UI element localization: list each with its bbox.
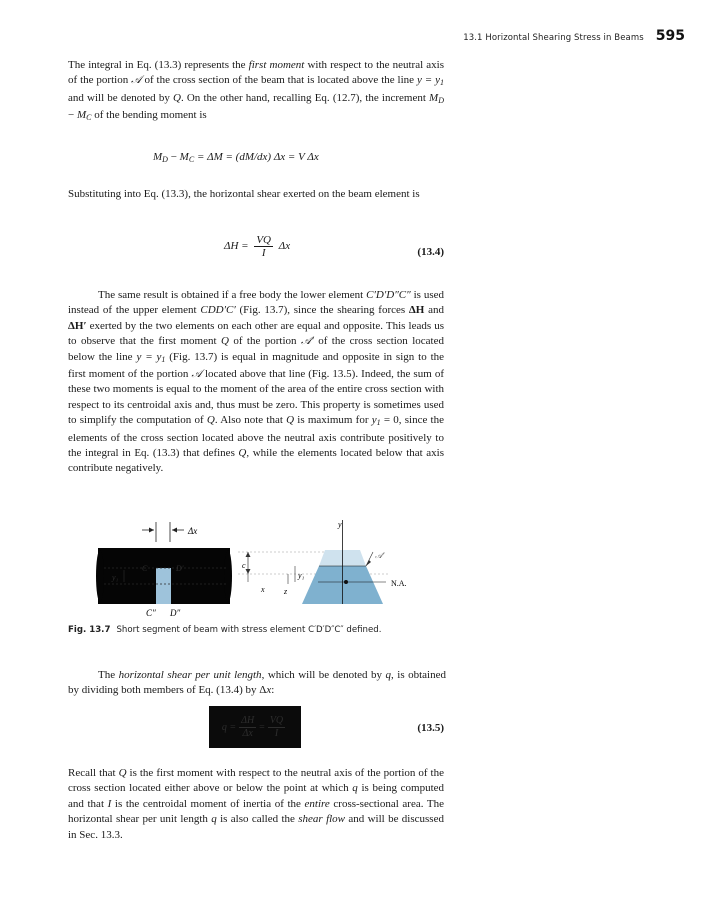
- label-x-axis: x: [261, 585, 265, 594]
- label-y1-left: y₁: [112, 573, 119, 582]
- label-y1-mid: y₁: [298, 571, 305, 580]
- label-d-prime: D′: [176, 564, 184, 573]
- caption-label: Fig. 13.7: [68, 625, 111, 635]
- equation-number-13-5: (13.5): [417, 722, 444, 734]
- stress-element: [156, 568, 171, 604]
- equation-number-13-4: (13.4): [417, 246, 444, 258]
- label-y-axis: y: [338, 520, 342, 529]
- label-d-lower: D″: [170, 608, 181, 618]
- equation-13-5-box: q = $\frac{\Delta H}{\Delta x}$ = $\frac{VQ}{I}$: [209, 706, 301, 748]
- label-c-axis: c: [242, 561, 246, 570]
- equation-bending-increment: $M_D - M_C = \Delta M = (dM/dx) \Delta x = V$ Δx: [153, 151, 319, 164]
- paragraph-shear-per-length: The horizontal shear per unit length, which will be denoted by q, is obtained by dividing both members of Eq. (13.4) by Δx:: [68, 669, 446, 697]
- label-neutral-axis: N.A.: [391, 579, 407, 588]
- cross-section: [302, 520, 386, 604]
- label-c-upper: C: [142, 564, 148, 573]
- label-area-prime: 𝒜′: [375, 551, 385, 560]
- equation-13-4: ΔH = $\frac{VQ}{I}$ Δx: [224, 234, 291, 259]
- dx-dimension: [142, 522, 197, 542]
- page-number: 595: [655, 28, 685, 44]
- label-c-lower: C″: [146, 608, 156, 618]
- paragraph-first-moment: The integral in Eq. (13.3) represents the first moment with respect to the neutral axis of the portion 𝒜 of the cross section of the beam that is located above the line $y = y_1$ and will be denoted by Q. On the other hand, recalling Eq. (12.7), the increment $M_D - M_C$ of the bending moment is: [68, 59, 445, 123]
- paragraph-recall-q: Recall that Q is the first moment with respect to the neutral axis of the portion of the cross section located either above or below the point at which q is being computed and that I is the centroidal moment of inertia of the entire cross-sectional area. The horizontal shear per unit length q is also called the shear flow and will be discussed in Sec. 13.3.: [68, 767, 445, 841]
- section-title: 13.1 Horizontal Shearing Stress in Beams: [463, 33, 644, 43]
- caption-text: Short segment of beam with stress element C′D′D″C″ defined.: [116, 625, 382, 635]
- figure-caption: [68, 624, 448, 636]
- label-z-axis: z: [284, 587, 288, 596]
- running-header: [0, 28, 685, 50]
- paragraph-lower-element: The same result is obtained if a free body the lower element C′D′D″C″ is used instead of the upper element CDD′C′ (Fig. 13.7), since the shearing forces ΔH and ΔH′ exerted by the two elements on each other are equal and opposite. This leads us to observe that the first moment Q of the portion 𝒜′ of the cross section located below the line $y = y_1$ (Fig. 13.7) is equal in magnitude and opposite in sign to the first moment of the portion 𝒜 located above that line (Fig. 13.5). Indeed, the sum of these two moments is equal to the moment of the area of the entire cross section with respect to its centroidal axis and, thus must be zero. This property is sometimes used to simplify the computation of Q. Also note that Q is maximum for $y_1 = 0$, since the elements of the cross section located above the neutral axis contribute positively to the integral in Eq. (13.3) that defines Q, while the elements located below that axis contribute negatively.: [68, 289, 445, 475]
- figure-13-7: [90, 512, 420, 622]
- dx-label: Δx: [188, 526, 198, 536]
- paragraph-substituting: Substituting into Eq. (13.3), the horizontal shear exerted on the beam element is: [68, 188, 420, 200]
